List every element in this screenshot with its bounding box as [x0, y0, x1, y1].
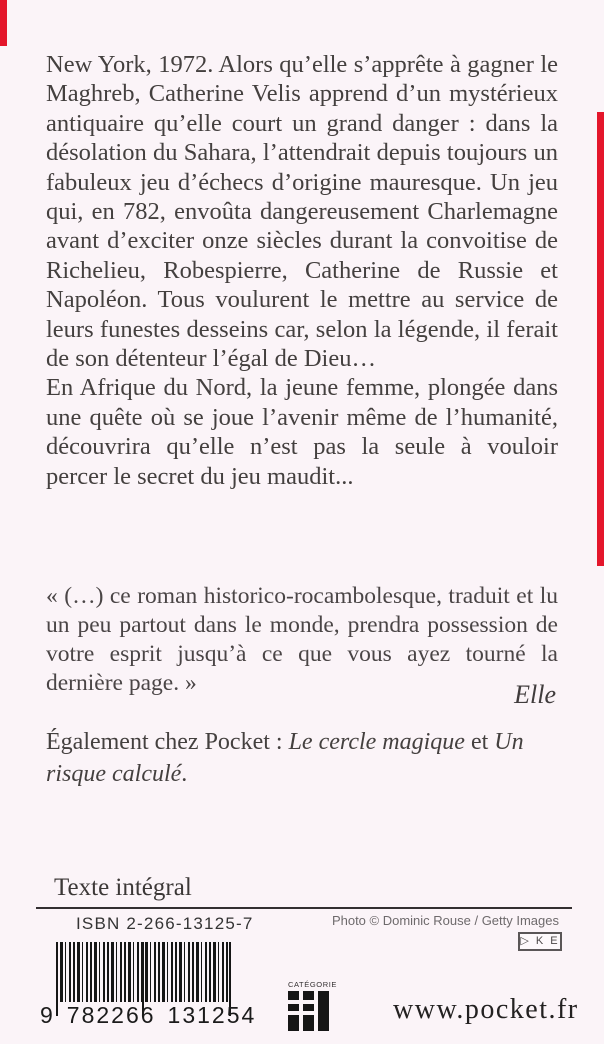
edition-note: Texte intégral — [54, 874, 192, 901]
category-logo — [288, 980, 340, 1031]
category-bar-icon — [288, 991, 299, 1031]
photo-credit: Photo © Dominic Rouse / Getty Images — [331, 913, 559, 928]
barcode-digits — [40, 1002, 257, 1029]
also-available-title-1: Le cercle magique — [288, 729, 465, 755]
synopsis-paragraph-1: New York, 1972. Alors qu’elle s’apprête à gagner le Maghreb, Catherine Velis apprend d’un mystérieux antiquaire qu’elle court un grand danger : dans la désolation du Sahara, l’attendrait depuis toujours un fabuleux jeu d’échecs d’origine mauresque. Un jeu qui, en 782, envoûta dangereusement Charlemagne avant d’exciter onze siècles durant la convoitise de Richelieu, Robespierre, Catherine de Russie et Napoléon. Tous voulurent le mettre au service de leurs funestes desseins car, selon la légende, il ferait de son détenteur l’égal de Dieu… — [46, 51, 558, 373]
also-available-conjunction: et — [464, 729, 495, 755]
synopsis-paragraph-2: En Afrique du Nord, la jeune femme, plongée dans une quête où se joue l’avenir même de l’humanité, découvrira qu’elle n’est pas la seule à vouloir percer le secret du jeu maudit... — [46, 374, 558, 490]
barcode-digit-group-2: 131254 — [167, 1002, 257, 1028]
pocket-category-icon — [288, 991, 340, 1031]
isbn-label: ISBN 2-266-13125-7 — [76, 914, 254, 933]
barcode-lead-digit: 9 — [40, 1002, 53, 1028]
category-label: CATÉGORIE — [288, 980, 338, 989]
red-spine-strip-top-left — [0, 0, 7, 46]
press-quote: « (…) ce roman historico-rocambolesque, traduit et lu un peu partout dans le monde, prendra possession de votre esprit jusqu’à ce que vous ayez tourné la dernière page. » — [46, 583, 558, 696]
also-available-prefix: Également chez Pocket : — [46, 729, 289, 755]
website-url: www.pocket.fr — [393, 994, 579, 1025]
divider-rule — [36, 907, 572, 909]
also-available-suffix: . — [181, 761, 188, 787]
photo-agency-mark-icon: ▷ K E — [518, 932, 562, 951]
also-available — [46, 726, 558, 790]
barcode-digit-group-1: 782266 — [66, 1002, 156, 1028]
red-edge-strip-right — [597, 112, 604, 566]
synopsis — [46, 50, 558, 491]
press-quote-source: Elle — [514, 680, 556, 709]
also-available-title-2: Un risque calculé — [46, 729, 524, 787]
category-bar-icon — [318, 991, 329, 1031]
category-bar-icon — [303, 991, 314, 1031]
